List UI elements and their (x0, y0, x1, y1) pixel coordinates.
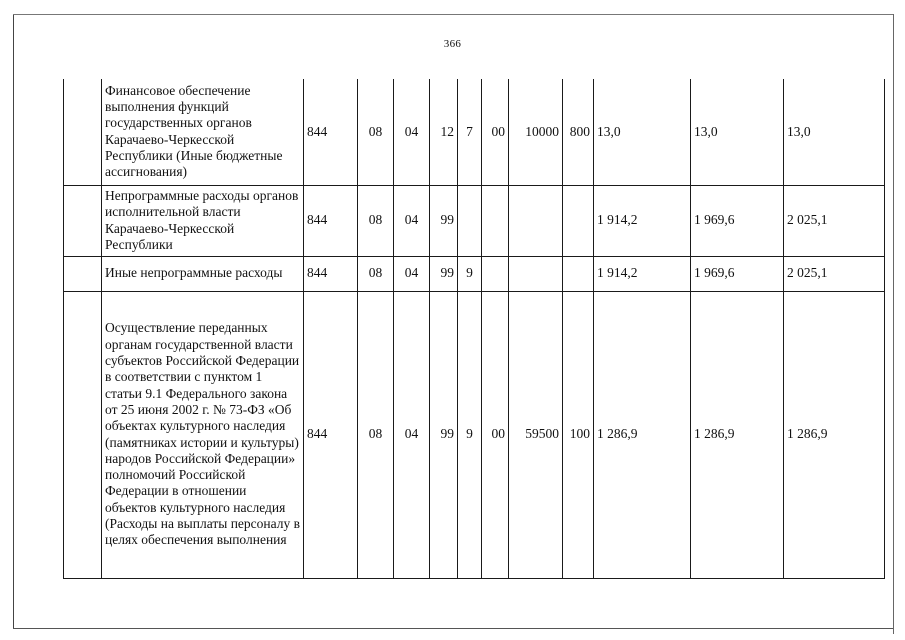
amount-2022-cell: 2 025,1 (784, 256, 885, 291)
table-row (64, 256, 885, 291)
row-number-cell (64, 185, 102, 256)
direction-cell: 10000 (509, 79, 563, 185)
row-name-cell: Финансовое обеспечение выполнения функций государственных органов Карачаево-Черкесской Республики (Иные бюджетные ассигнования) (102, 79, 304, 185)
program-cell: 99 (430, 291, 458, 578)
program-cell: 12 (430, 79, 458, 185)
section-cell: 08 (358, 185, 394, 256)
page-number: 366 (443, 38, 462, 50)
amount-2021-cell: 13,0 (691, 79, 784, 185)
subsection-cell: 04 (394, 185, 430, 256)
amount-2020-cell: 1 914,2 (594, 185, 691, 256)
main-event-cell: 00 (482, 79, 509, 185)
amount-2020-cell: 1 914,2 (594, 256, 691, 291)
ministry-cell: 844 (304, 291, 358, 578)
budget-table (63, 79, 885, 579)
subsection-cell: 04 (394, 256, 430, 291)
subprogram-cell: 9 (458, 256, 482, 291)
row-number-cell (64, 256, 102, 291)
row-number-cell (64, 291, 102, 578)
scan-border-right (893, 14, 894, 634)
direction-cell (509, 256, 563, 291)
subsection-cell: 04 (394, 79, 430, 185)
amount-2021-cell: 1 286,9 (691, 291, 784, 578)
section-cell: 08 (358, 79, 394, 185)
scan-border-left (13, 14, 14, 629)
amount-2020-cell: 13,0 (594, 79, 691, 185)
direction-cell: 59500 (509, 291, 563, 578)
amount-2022-cell: 2 025,1 (784, 185, 885, 256)
ministry-cell: 844 (304, 256, 358, 291)
row-name-cell: Иные непрограммные расходы (102, 256, 304, 291)
expense-type-cell (563, 185, 594, 256)
table-row (64, 291, 885, 578)
section-cell: 08 (358, 291, 394, 578)
program-cell: 99 (430, 185, 458, 256)
expense-type-cell: 800 (563, 79, 594, 185)
main-event-cell: 00 (482, 291, 509, 578)
scan-border-bottom (13, 628, 893, 629)
main-event-cell (482, 256, 509, 291)
table-row (64, 185, 885, 256)
scan-border-top (13, 14, 893, 15)
row-number-cell (64, 79, 102, 185)
amount-2021-cell: 1 969,6 (691, 185, 784, 256)
row-name-cell: Осуществление переданных органам государственной власти субъектов Российской Федерации в соответствии с пунктом 1 статьи 9.1 Федерального закона от 25 июня 2002 г. № 73-ФЗ «Об объектах культурного наследия (памятниках истории и культуры) народов Российской Федерации» полномочий Российской Федерации в отношении объектов культурного наследия (Расходы на выплаты персоналу в целях обеспечения выполнения (102, 291, 304, 578)
ministry-cell: 844 (304, 185, 358, 256)
amount-2022-cell: 13,0 (784, 79, 885, 185)
ministry-cell: 844 (304, 79, 358, 185)
expense-type-cell: 100 (563, 291, 594, 578)
amount-2021-cell: 1 969,6 (691, 256, 784, 291)
subsection-cell: 04 (394, 291, 430, 578)
subprogram-cell: 7 (458, 79, 482, 185)
row-name-cell: Непрограммные расходы органов исполнительной власти Карачаево-Черкесской Республики (102, 185, 304, 256)
amount-2022-cell: 1 286,9 (784, 291, 885, 578)
subprogram-cell: 9 (458, 291, 482, 578)
subprogram-cell (458, 185, 482, 256)
main-event-cell (482, 185, 509, 256)
expense-type-cell (563, 256, 594, 291)
program-cell: 99 (430, 256, 458, 291)
table-row (64, 79, 885, 185)
section-cell: 08 (358, 256, 394, 291)
direction-cell (509, 185, 563, 256)
amount-2020-cell: 1 286,9 (594, 291, 691, 578)
